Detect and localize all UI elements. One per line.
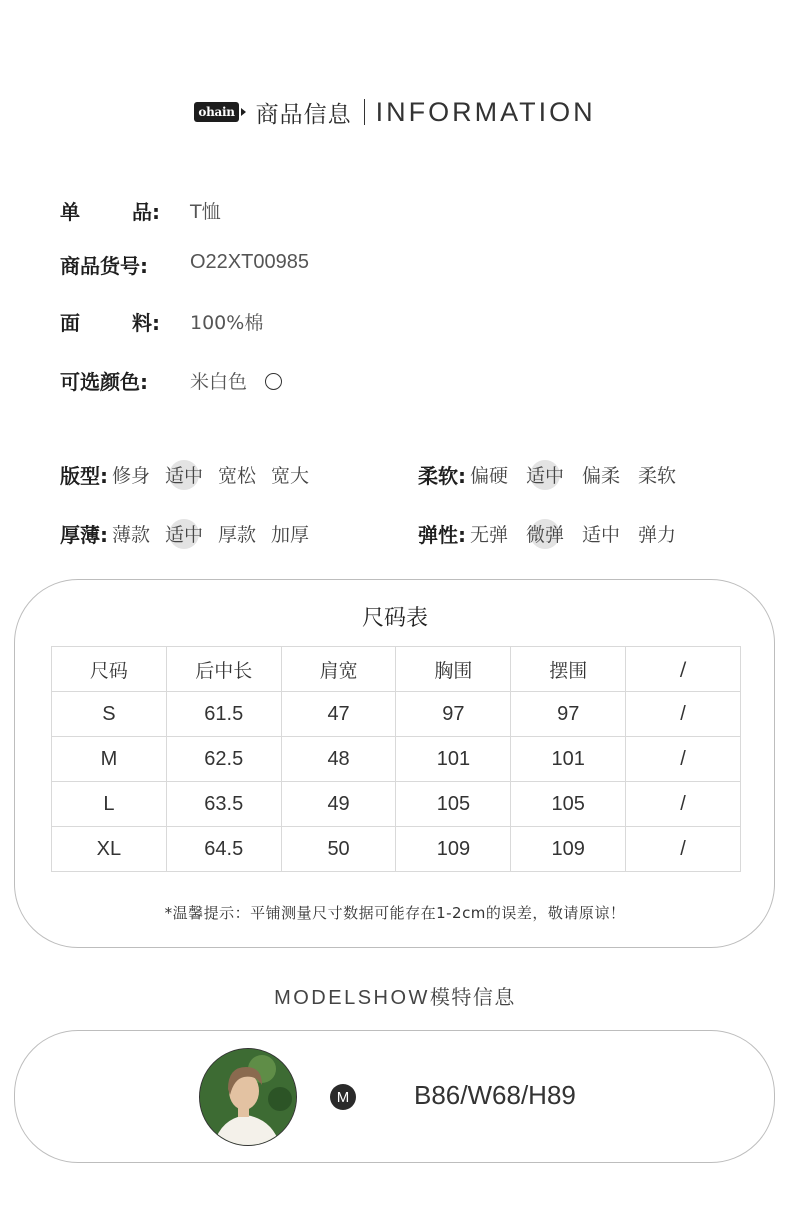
attr-thickness-option[interactable]: 适中 (165, 520, 203, 547)
attr-softness-option[interactable]: 适中 (526, 461, 564, 488)
table-cell: 61.5 (166, 692, 281, 737)
attr-elasticity-option[interactable]: 无弹 (470, 524, 509, 546)
table-header-cell: 摆围 (511, 647, 626, 692)
table-cell: 105 (511, 782, 626, 827)
table-row (52, 827, 741, 872)
model-card (14, 1030, 775, 1163)
size-table (51, 646, 741, 872)
item-value: T恤 (190, 201, 221, 223)
size-table-wrap (51, 646, 741, 872)
table-cell: 97 (396, 692, 511, 737)
model-avatar (199, 1048, 297, 1146)
attr-thickness-option[interactable]: 厚款 (218, 524, 257, 546)
table-cell: 63.5 (166, 782, 281, 827)
color-swatch-icon[interactable] (265, 373, 282, 390)
table-header-row (52, 647, 741, 692)
table-header-cell: 胸围 (396, 647, 511, 692)
table-cell: 109 (396, 827, 511, 872)
header-title-en: INFORMATION (375, 96, 596, 127)
header-divider (364, 99, 365, 125)
size-note: *温馨提示：平铺测量尺寸数据可能存在1-2cm的误差，敬请原谅！ (164, 904, 626, 922)
attr-softness (418, 460, 694, 489)
color-label: 可选颜色: (60, 370, 148, 394)
table-cell: / (626, 737, 741, 782)
model-section-title: MODELSHOW模特信息 (274, 985, 516, 1009)
table-cell: L (52, 782, 167, 827)
table-header-cell: 尺码 (52, 647, 167, 692)
attr-softness-option[interactable]: 柔软 (638, 465, 677, 487)
attr-softness-label: 柔软: (418, 464, 466, 488)
table-cell: 101 (396, 737, 511, 782)
size-chart-title: 尺码表 (361, 606, 428, 631)
table-cell: 49 (281, 782, 396, 827)
header-title-cn: 商品信息 (255, 101, 352, 128)
attr-fit (60, 460, 324, 489)
fabric-value: 100%棉 (190, 312, 264, 334)
model-size-badge: M (330, 1084, 356, 1110)
table-cell: 64.5 (166, 827, 281, 872)
sku-value: O22XT00985 (190, 251, 309, 273)
attr-fit-option[interactable]: 宽大 (271, 465, 310, 487)
table-cell: S (52, 692, 167, 737)
attr-elasticity-label: 弹性: (418, 523, 466, 547)
table-header-cell: / (626, 647, 741, 692)
table-row (52, 692, 741, 737)
table-cell: 47 (281, 692, 396, 737)
attr-fit-label: 版型: (60, 464, 108, 488)
section-header (0, 92, 790, 132)
table-cell: 105 (396, 782, 511, 827)
attr-elasticity-option[interactable]: 弹力 (638, 524, 677, 546)
model-portrait-icon (200, 1049, 296, 1145)
table-header-cell: 肩宽 (281, 647, 396, 692)
sku-label: 商品货号: (60, 254, 148, 278)
attr-softness-option[interactable]: 偏硬 (470, 465, 509, 487)
table-cell: 62.5 (166, 737, 281, 782)
attr-fit-option[interactable]: 适中 (165, 461, 203, 488)
attr-elasticity (418, 519, 694, 548)
table-cell: 97 (511, 692, 626, 737)
table-cell: / (626, 782, 741, 827)
table-cell: XL (52, 827, 167, 872)
item-label: 单 品: (60, 200, 160, 224)
model-measurements: B86/W68/H89 (414, 1080, 576, 1110)
attr-thickness (60, 519, 324, 548)
table-cell: 109 (511, 827, 626, 872)
table-cell: 101 (511, 737, 626, 782)
fabric-label: 面 料: (60, 311, 160, 335)
table-cell: 48 (281, 737, 396, 782)
attr-elasticity-option[interactable]: 适中 (582, 524, 621, 546)
table-cell: / (626, 827, 741, 872)
table-cell: / (626, 692, 741, 737)
table-row (52, 782, 741, 827)
table-header-cell: 后中长 (166, 647, 281, 692)
attr-softness-option[interactable]: 偏柔 (582, 465, 621, 487)
table-cell: 50 (281, 827, 396, 872)
table-row (52, 737, 741, 782)
brand-logo: ohain (194, 102, 238, 122)
attr-thickness-label: 厚薄: (60, 523, 108, 547)
table-cell: M (52, 737, 167, 782)
attr-elasticity-option[interactable]: 微弹 (526, 520, 564, 547)
play-arrow-icon (241, 108, 246, 116)
attr-fit-option[interactable]: 宽松 (218, 465, 257, 487)
color-value: 米白色 (190, 367, 282, 394)
attr-thickness-option[interactable]: 薄款 (112, 524, 151, 546)
attr-thickness-option[interactable]: 加厚 (271, 524, 310, 546)
attr-fit-option[interactable]: 修身 (112, 465, 151, 487)
